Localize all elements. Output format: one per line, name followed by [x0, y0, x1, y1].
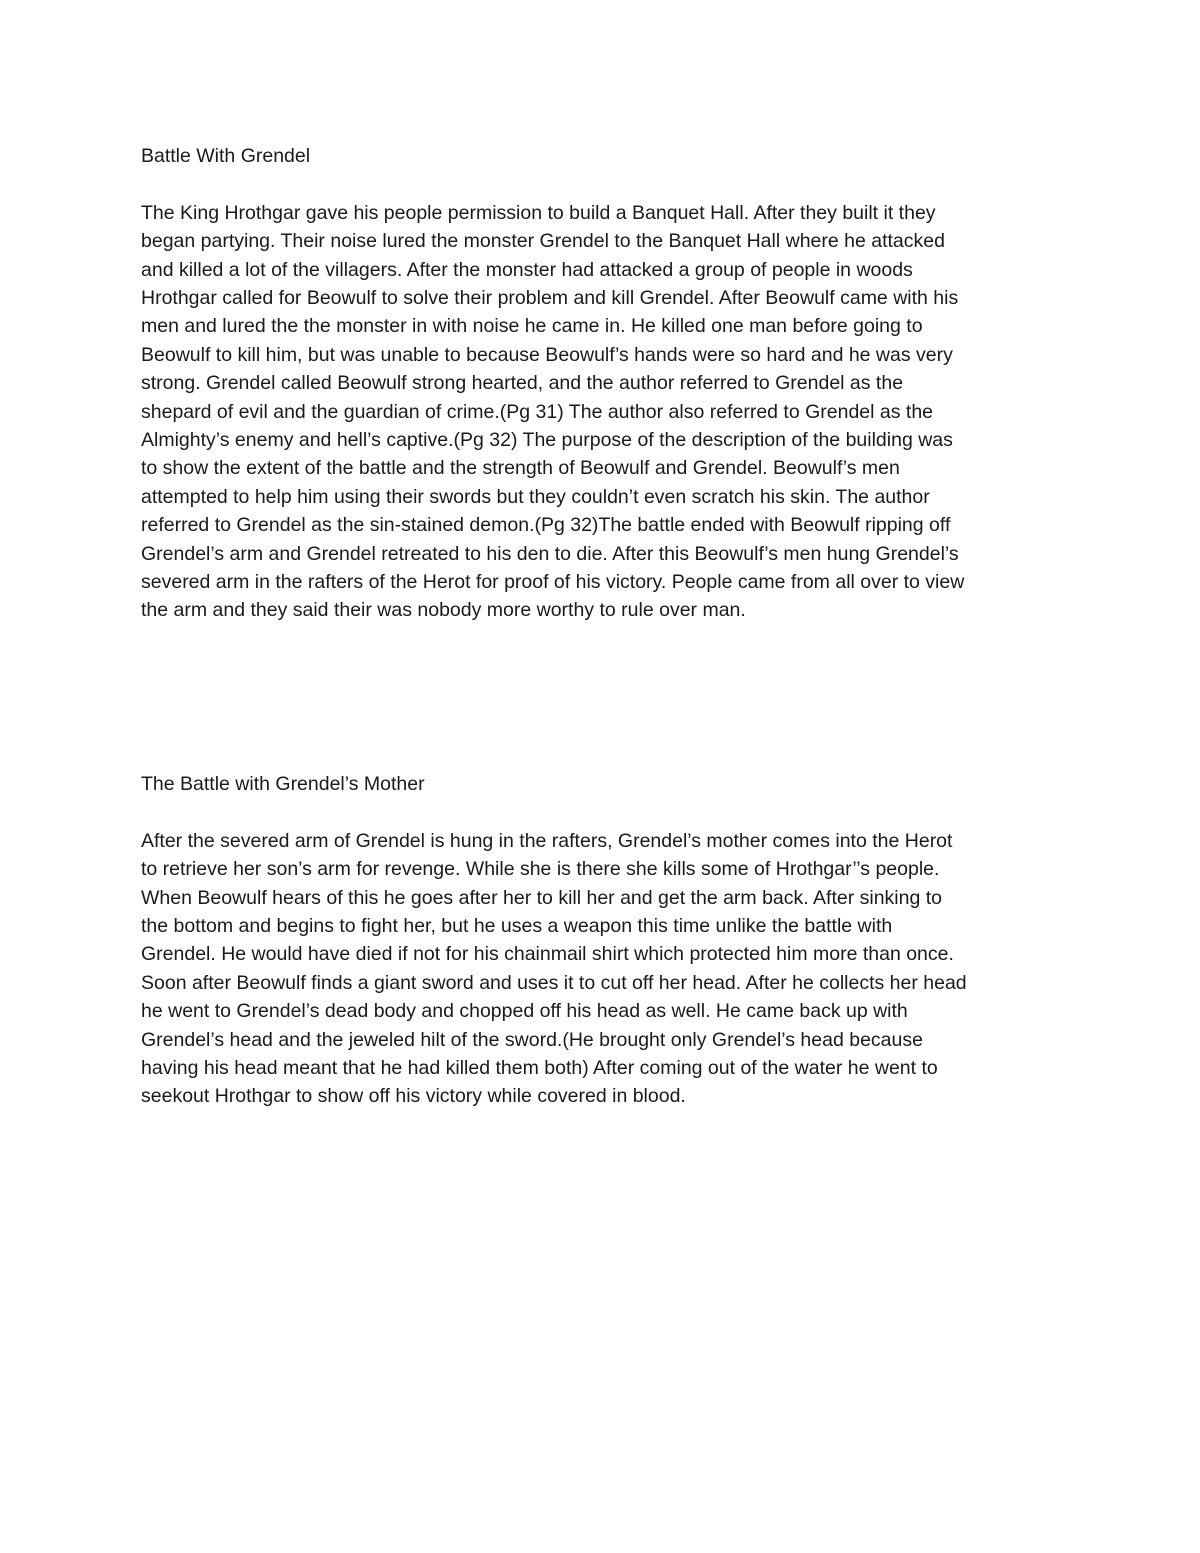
paragraph-line: seekout Hrothgar to show off his victory while covered in blood.: [141, 1085, 686, 1108]
paragraph-line: to retrieve her son’s arm for revenge. While she is there she kills some of Hrothgar’’s people.: [141, 858, 940, 881]
section-heading: Battle With Grendel: [141, 145, 311, 167]
paragraph-line: shepard of evil and the guardian of crime.(Pg 31) The author also referred to Grendel as the: [141, 400, 934, 423]
paragraph-line: severed arm in the rafters of the Herot for proof of his victory. People came from all over to view: [141, 571, 965, 594]
paragraph-line: Grendel’s head and the jeweled hilt of the sword.(He brought only Grendel’s head because: [141, 1028, 923, 1051]
paragraph-line: Hrothgar called for Beowulf to solve their problem and kill Grendel. After Beowulf came with his: [141, 287, 959, 310]
paragraph-line: Soon after Beowulf finds a giant sword and uses it to cut off her head. After he collects her head: [141, 971, 967, 994]
paragraph-line: Grendel. He would have died if not for his chainmail shirt which protected him more than once.: [141, 943, 954, 966]
paragraph-line: he went to Grendel’s dead body and chopped off his head as well. He came back up with: [141, 1000, 908, 1023]
paragraph-line: referred to Grendel as the sin-stained demon.(Pg 32)The battle ended with Beowulf ripping off: [141, 514, 951, 537]
section-paragraph: [141, 827, 1071, 1111]
paragraph-line: and killed a lot of the villagers. After the monster had attacked a group of people in woods: [141, 258, 913, 281]
paragraph-line: Almighty’s enemy and hell’s captive.(Pg 32) The purpose of the description of the building was: [141, 429, 953, 452]
paragraph-line: began partying. Their noise lured the monster Grendel to the Banquet Hall where he attacked: [141, 230, 945, 253]
section-battle-with-grendel: [141, 142, 1071, 625]
paragraph-line: attempted to help him using their swords but they couldn’t even scratch his skin. The author: [141, 485, 930, 508]
section-heading: The Battle with Grendel’s Mother: [141, 773, 425, 795]
section-battle-with-grendels-mother: [141, 770, 1071, 1111]
paragraph-line: the bottom and begins to fight her, but he uses a weapon this time unlike the battle with: [141, 915, 893, 938]
paragraph-line: having his head meant that he had killed them both) After coming out of the water he went to: [141, 1057, 938, 1080]
paragraph-line: Beowulf to kill him, but was unable to because Beowulf’s hands were so hard and he was very: [141, 343, 953, 366]
section-paragraph: [141, 199, 1071, 625]
paragraph-line: to show the extent of the battle and the strength of Beowulf and Grendel. Beowulf’s men: [141, 457, 900, 480]
paragraph-line: strong. Grendel called Beowulf strong hearted, and the author referred to Grendel as the: [141, 372, 904, 395]
paragraph-line: the arm and they said their was nobody more worthy to rule over man.: [141, 599, 746, 622]
paragraph-line: After the severed arm of Grendel is hung in the rafters, Grendel’s mother comes into the Herot: [141, 829, 953, 852]
paragraph-line: Grendel’s arm and Grendel retreated to his den to die. After this Beowulf’s men hung Grendel’s: [141, 542, 959, 565]
paragraph-line: men and lured the the monster in with noise he came in. He killed one man before going to: [141, 315, 923, 338]
paragraph-line: The King Hrothgar gave his people permission to build a Banquet Hall. After they built it they: [141, 201, 936, 224]
paragraph-line: When Beowulf hears of this he goes after her to kill her and get the arm back. After sinking to: [141, 886, 943, 909]
